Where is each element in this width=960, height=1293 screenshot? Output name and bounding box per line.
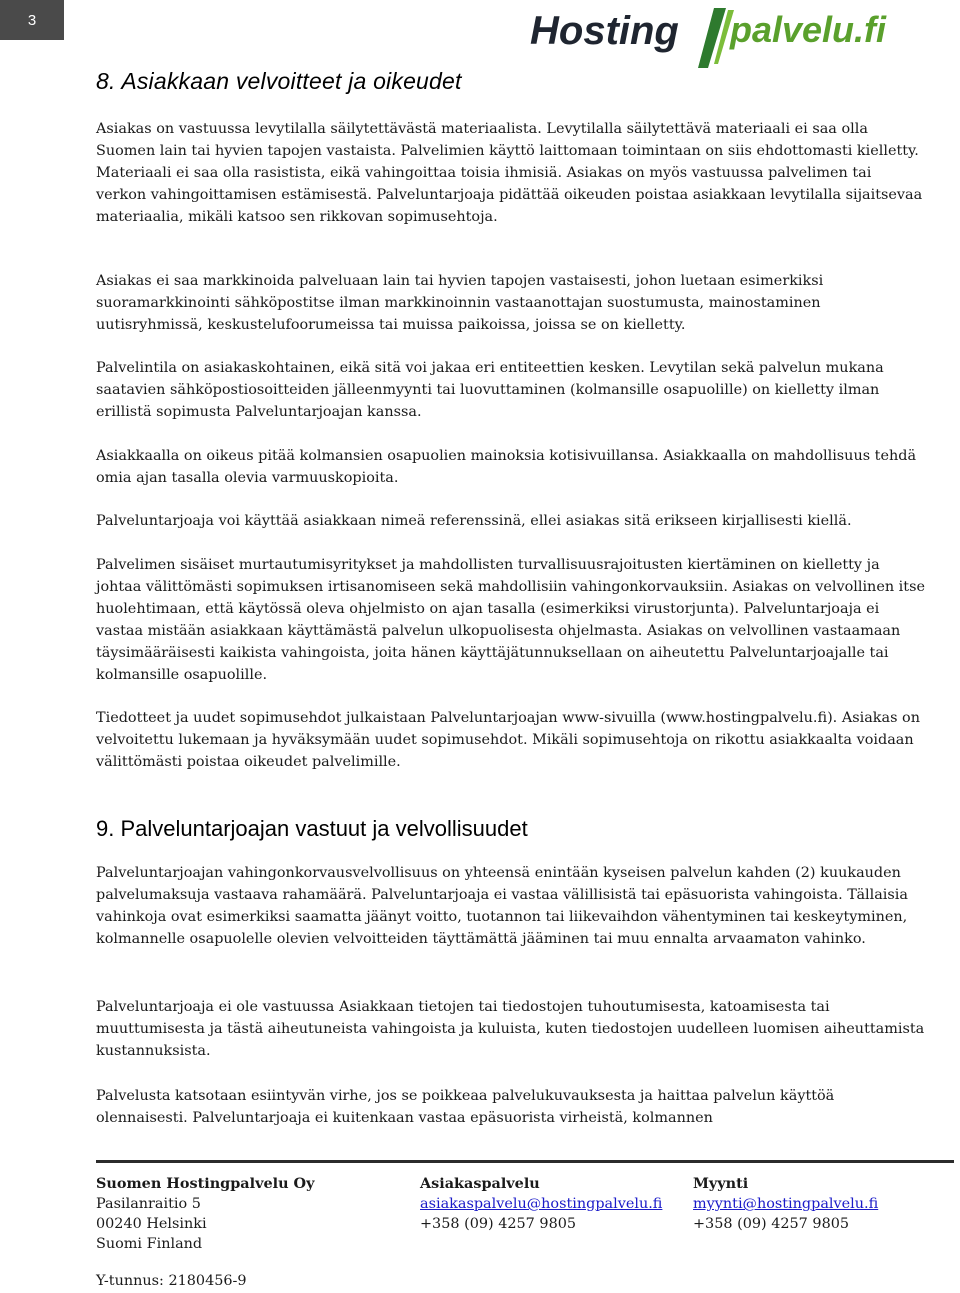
s8-paragraph-4: Asiakkaalla on oikeus pitää kolmansien osapuolien mainoksia kotisivuillansa. Asiakkaalla on mahdollisuus tehdä omia ajan tasalla olevia varmuuskopioita. [96, 448, 917, 486]
s9-paragraph-1: Palveluntarjoajan vahingonkorvausvelvollisuus on yhteensä enintään kyseisen palvelun kahden (2) kuukauden palvelumaksuja vastaava rahamäärä. Palveluntarjoaja ei vastaa välillisistä tai epäsuorista vahingoista. Tällaisia vahinkoja ovat esimerkiksi saamatta jäänyt voitto, tuotannon tai liikevaihdon vähentyminen tai keskeytyminen, kolmannelle osapuolelle olevien velvoitteiden täyttämättä jääminen tai muu ennalta arvaamaton vahinko. [96, 865, 908, 947]
hostingpalvelu-logo [528, 2, 928, 72]
support-title: Asiakaspalvelu [420, 1175, 540, 1192]
logo-text-palvelu: palvelu.fi [730, 9, 887, 50]
section-9-heading: 9. Palveluntarjoajan vastuut ja velvollisuudet [96, 816, 528, 841]
s9-paragraph-3: Palvelusta katsotaan esiintyvän virhe, jos se poikkeaa palvelukuvauksesta ja haittaa palvelun käyttöä olennaisesti. Palveluntarjoaja ei kuitenkaan vastaa epäsuorista virheistä, kolmannen [96, 1088, 835, 1126]
s8-paragraph-3: Palvelintila on asiakaskohtainen, eikä sitä voi jakaa eri entiteettien kesken. Levytilan sekä palvelun mukana saatavien sähköpostiosoitteiden jälleenmyynti tai luovuttaminen (kolmansille osapuolille) on kielletty ilman erillistä sopimusta Palveluntarjoajan kanssa. [96, 360, 884, 420]
page-number: 3 [0, 0, 64, 40]
s8-paragraph-5: Palveluntarjoaja voi käyttää asiakkaan nimeä referenssinä, ellei asiakas sitä erikseen kirjallisesti kiellä. [96, 513, 852, 529]
sales-title: Myynti [693, 1175, 749, 1192]
s8-paragraph-7: Tiedotteet ja uudet sopimusehdot julkaistaan Palveluntarjoajan www-sivuilla (www.hostingpalvelu.fi). Asiakas on velvoitettu lukemaan ja hyväksymään uudet sopimusehdot. Mikäli sopimusehtoja on rikottu asiakkaalta voidaan välittömästi poistaa oikeudet palvelimille. [96, 710, 920, 770]
logo-text-hosting: Hosting [530, 9, 679, 53]
footer-divider [96, 1160, 954, 1163]
company-city: 00240 Helsinki [96, 1216, 207, 1232]
sales-email-link[interactable]: myynti@hostingpalvelu.fi [693, 1196, 879, 1212]
sales-phone: +358 (09) 4257 9805 [693, 1216, 850, 1232]
s9-paragraph-2: Palveluntarjoaja ei ole vastuussa Asiakkaan tietojen tai tiedostojen tuhoutumisesta, katoamisesta tai muuttumisesta ja tästä aiheutuneista vahingoista ja kuluista, kuten tiedostojen uudelleen luomisen aiheuttamista kustannuksista. [96, 999, 925, 1059]
company-name: Suomen Hostingpalvelu Oy [96, 1175, 315, 1192]
s8-paragraph-1: Asiakas on vastuussa levytilalla säilytettävästä materiaalista. Levytilalla säilytettävä materiaali ei saa olla Suomen lain tai hyvien tapojen vastaista. Palvelimien käyttö laittomaan toimintaan on siis ehdottomasti kielletty. Materiaali ei saa olla rasistista, eikä vahingoittaa toisia ihmisiä. Asiakas on myös vastuussa palvelimen tai verkon vahingoittamisen estämisestä. Palveluntarjoaja pidättää oikeuden poistaa asiakkaan levytilalla sijaitsevaa materiaalia, mikäli katsoo sen rikkovan sopimusehtoja. [96, 121, 923, 225]
support-phone: +358 (09) 4257 9805 [420, 1216, 577, 1232]
s8-paragraph-6: Palvelimen sisäiset murtautumisyritykset ja mahdollisten turvallisuusrajoitusten kiertäminen on kielletty ja johtaa välittömästi sopimuksen irtisanomiseen sekä mahdollisiin vahingonkorvauksiin. Asiakas on velvollinen itse huolehtimaan, että käytössä oleva ohjelmisto on ajan tasalla (esimerkiksi virustorjunta). Palveluntarjoaja ei vastaa mistään asiakkaan käyttämästä palvelun ulkopuolisesta ohjelmasta. Asiakas on velvollinen vastaamaan täysimääräisesti kaikista vahingoista, joita hänen käyttäjätunnuksellaan on aiheutettu Palveluntarjoajalle tai kolmansille osapuolille. [96, 557, 925, 683]
company-country: Suomi Finland [96, 1236, 203, 1252]
s8-paragraph-2: Asiakas ei saa markkinoida palveluaan lain tai hyvien tapojen vastaisesti, johon luetaan esimerkiksi suoramarkkinointi sähköpostitse ilman markkinoinnin vastaanottajan suostumusta, mainostaminen uutisryhmissä, keskustelufoorumeissa tai muissa paikoissa, joissa se on kielletty. [96, 273, 824, 333]
footer-support [420, 1174, 662, 1234]
section-8-heading: 8. Asiakkaan velvoitteet ja oikeudet [96, 68, 462, 94]
business-id: Y-tunnus: 2180456-9 [96, 1273, 247, 1289]
footer-company [96, 1174, 314, 1254]
footer-sales [693, 1174, 878, 1234]
company-street: Pasilanraitio 5 [96, 1196, 201, 1212]
support-email-link[interactable]: asiakaspalvelu@hostingpalvelu.fi [420, 1196, 663, 1212]
